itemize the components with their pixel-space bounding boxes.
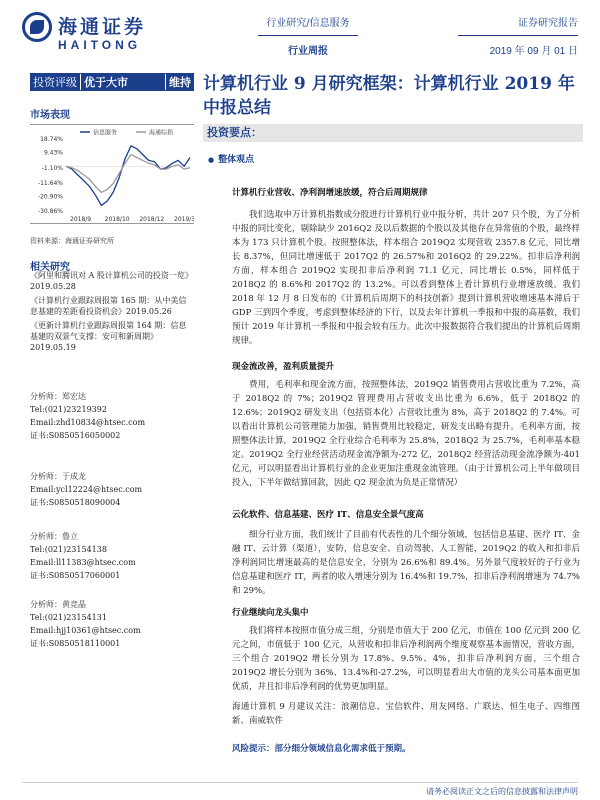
y-tick-label: -11.64%: [37, 180, 63, 188]
analyst-email[interactable]: Email:ll11383@htsec.com: [30, 558, 136, 567]
footer-divider: [22, 782, 578, 783]
footer-disclaimer[interactable]: 请务必阅读正文之后的信息披露和法律声明: [426, 787, 578, 796]
y-tick-label: 18.74%: [40, 136, 63, 143]
analyst-block: 分析师：鲁立 Tel:(021)23154138 Email:ll11383@htsec.com 证书:S0850517060001: [30, 530, 194, 582]
y-tick-label: -30.86%: [37, 208, 63, 215]
analyst-block: 分析师：于成龙 Email:ycl12224@htsec.com 证书:S0850518090004: [30, 470, 194, 509]
market-title: 市场表现: [30, 110, 70, 121]
section-heading: 行业继续向龙头集中: [232, 608, 309, 618]
haitong-logo: [22, 10, 162, 54]
section-heading: 现金流改善，盈利质量提升: [232, 362, 335, 372]
haitong-logo-icon: [22, 12, 52, 42]
rating-status: 维持: [169, 76, 191, 89]
section-paragraph: 我们选取申万计算机指数成分股进行计算机行业中报分析，共计 207 只个股，为了分析中报的同比变化，剔除缺少 2016Q2 及以后数据的个股以及其他存在异常值的个股，最终样本为 173 只计算机个股。按照整体法，样本组合 2019Q2 实现营收 2357.8 亿元，同比增长 8.37%，但同比增速低于 2017Q2 的 26.57%和 2016Q2 的 29.22%。扣非后净利润方面，样本组合 2019Q2 实现扣非后净利润 71.1 亿元，同比增长 0.5%，同样低于 2018Q2 的 8.6%和 2017Q2 的 13.2%。可以看到整体上看计算机行业增速放缓。我们 2018 年 12 月 8 日发布的《计算机后周期下的科技创新》提到计算机营收增速基本滞后于 GDP 三到四个季度，考虑到整体经济的下行，以及去年计算机一季报和中报的高基数，我们预计 2019 年计算机一季报和中报会较有压力。此次中报数据符合我们提出的计算机后周期规律。: [232, 210, 580, 346]
y-tick-label: -1.10%: [41, 164, 63, 172]
section-heading: 计算机行业营收、净利润增速放缓，符合后周期规律: [232, 188, 428, 198]
section-paragraph: 我们将样本按照市值分成三组，分别是市值大于 200 亿元，市值在 100 亿元到 200 亿元之间，市值低于 100 亿元，从营收和扣非后净利润两个维度观察基本面情况，营收方面，三个组合 2019Q2 增长分别为 17.8%、9.5%、4%，扣非后净利润方面，三个组合 2019Q2 增长分别为 36%、13.4%和-27.2%，可以明显看出大市值的龙头公司基本面更加优质，并且扣非后净利润的优势更加明显。: [232, 626, 580, 692]
header-right: [458, 14, 578, 57]
overall-view-heading: ● 整体观点: [208, 152, 254, 165]
series-line: [66, 155, 190, 193]
analyst-email[interactable]: Email:ycl12224@htsec.com: [30, 485, 143, 494]
rating-label: 投资评级: [30, 74, 81, 90]
recommendation-paragraph: 海通计算机 9 月建议关注：浪潮信息、宝信软件、用友网络、广联达、恒生电子、四维图新、南威软件: [232, 702, 580, 726]
analyst-email[interactable]: Email:hjj10361@htsec.com: [30, 626, 141, 635]
logo-cn: 海通证券: [58, 16, 147, 38]
report-category: 行业研究/信息服务: [258, 14, 358, 36]
legend-label: 信息服务: [93, 129, 118, 137]
y-tick-label: -20.90%: [37, 193, 63, 201]
y-tick-label: 9.43%: [43, 149, 63, 157]
related-item[interactable]: 《阿里和腾讯对 A 股计算机公司的投资一览》2019.05.28: [30, 271, 193, 291]
x-tick-label: 2018/12: [139, 216, 165, 223]
market-chart-svg: [30, 125, 194, 225]
report-label: 证券研究报告: [458, 14, 578, 36]
section-paragraph: 细分行业方面，我们统计了目前有代表性的几个细分领域，包括信息基建、医疗 IT、金融 IT、云计算（渠道），安防，信息安全、自动驾驶、人工智能，2019Q2 的收入和扣非后净利润同比增速最高的是信息安全，分别为 26.6%和 89.4%。另外景气度较好的子行业为信息基建和医疗 IT，两者的收入增速分别为 16.4%和 19.7%，扣非后净利润增速为 74.7%和 29%。: [232, 530, 580, 596]
analyst-email[interactable]: Email:zhd10834@htsec.com: [30, 418, 146, 427]
logo-en: HAITONG: [58, 38, 142, 52]
related-list: [30, 270, 194, 356]
rating-value: 优于大市: [81, 74, 166, 90]
report-type: 行业周报: [288, 46, 328, 57]
investment-rating: [30, 73, 194, 91]
analyst-block: 分析师：郑宏达 Tel:(021)23219392 Email:zhd10834@htsec.com 证书:S0850516050002: [30, 390, 194, 442]
header-center: [258, 14, 358, 57]
section-paragraph: 费用，毛利率和现金流方面，按照整体法，2019Q2 销售费用占营收比重为 7.2%，高于 2018Q2 的 7%；2019Q2 管理费用占营收支出比重为 6.6%，低于 2018Q2 的 12.6%；2019Q2 研发支出（包括资本化）占营收比重为 8%，高于 2018Q2 的 7.4%。可以看出计算机公司管理能力加强，销售费用比较稳定，研发支出略有提升。毛利率方面，按照整体法计算，2019Q2 全行业综合毛利率为 25.8%，2018Q2 为 25.7%，毛利率基本稳定。2019Q2 全行业经营活动现金流净额为-272 亿，2018Q2 经营活动现金流净额为-401 亿元，可以明显看出计算机行业的企业更加注重现金流管理。（由于计算机公司上半年做项目投入，下半年做结算回款，因此 Q2 现金流为负是正常情况）: [232, 380, 580, 488]
analyst-block: 分析师：黄竞晶 Tel:(021)23154131 Email:hjj10361@htsec.com 证书:S0850518110001: [30, 598, 194, 650]
chart-source: 资料来源：海通证券研究所: [30, 237, 114, 245]
legend-label: 海通综指: [149, 129, 174, 137]
section-heading: 云化软件、信息基建、医疗 IT、信息安全景气度高: [232, 510, 424, 520]
market-chart: [30, 124, 194, 224]
related-item[interactable]: 《计算机行业跟踪周报第 165 期：从中美信息基建的差距看投资机会》2019.05.26: [30, 296, 187, 316]
key-points-bar: 投资要点：: [203, 124, 583, 142]
report-date: 2019 年 09 月 01 日: [489, 46, 578, 57]
report-title: 计算机行业 9 月研究框架：计算机行业 2019 年中报总结: [203, 74, 575, 118]
related-item[interactable]: 《更新计算机行业跟踪周报第 164 期：信息基建的双景气支撑：安可和新周期》2019.05.19: [30, 321, 187, 352]
x-tick-label: 2018/9: [70, 216, 92, 223]
risk-warning: 风险提示：部分细分领域信息化需求低于预期。: [232, 744, 411, 754]
x-tick-label: 2019/3: [174, 216, 194, 223]
x-tick-label: 2018/10: [104, 216, 130, 223]
related-title: 相关研究: [30, 262, 70, 273]
